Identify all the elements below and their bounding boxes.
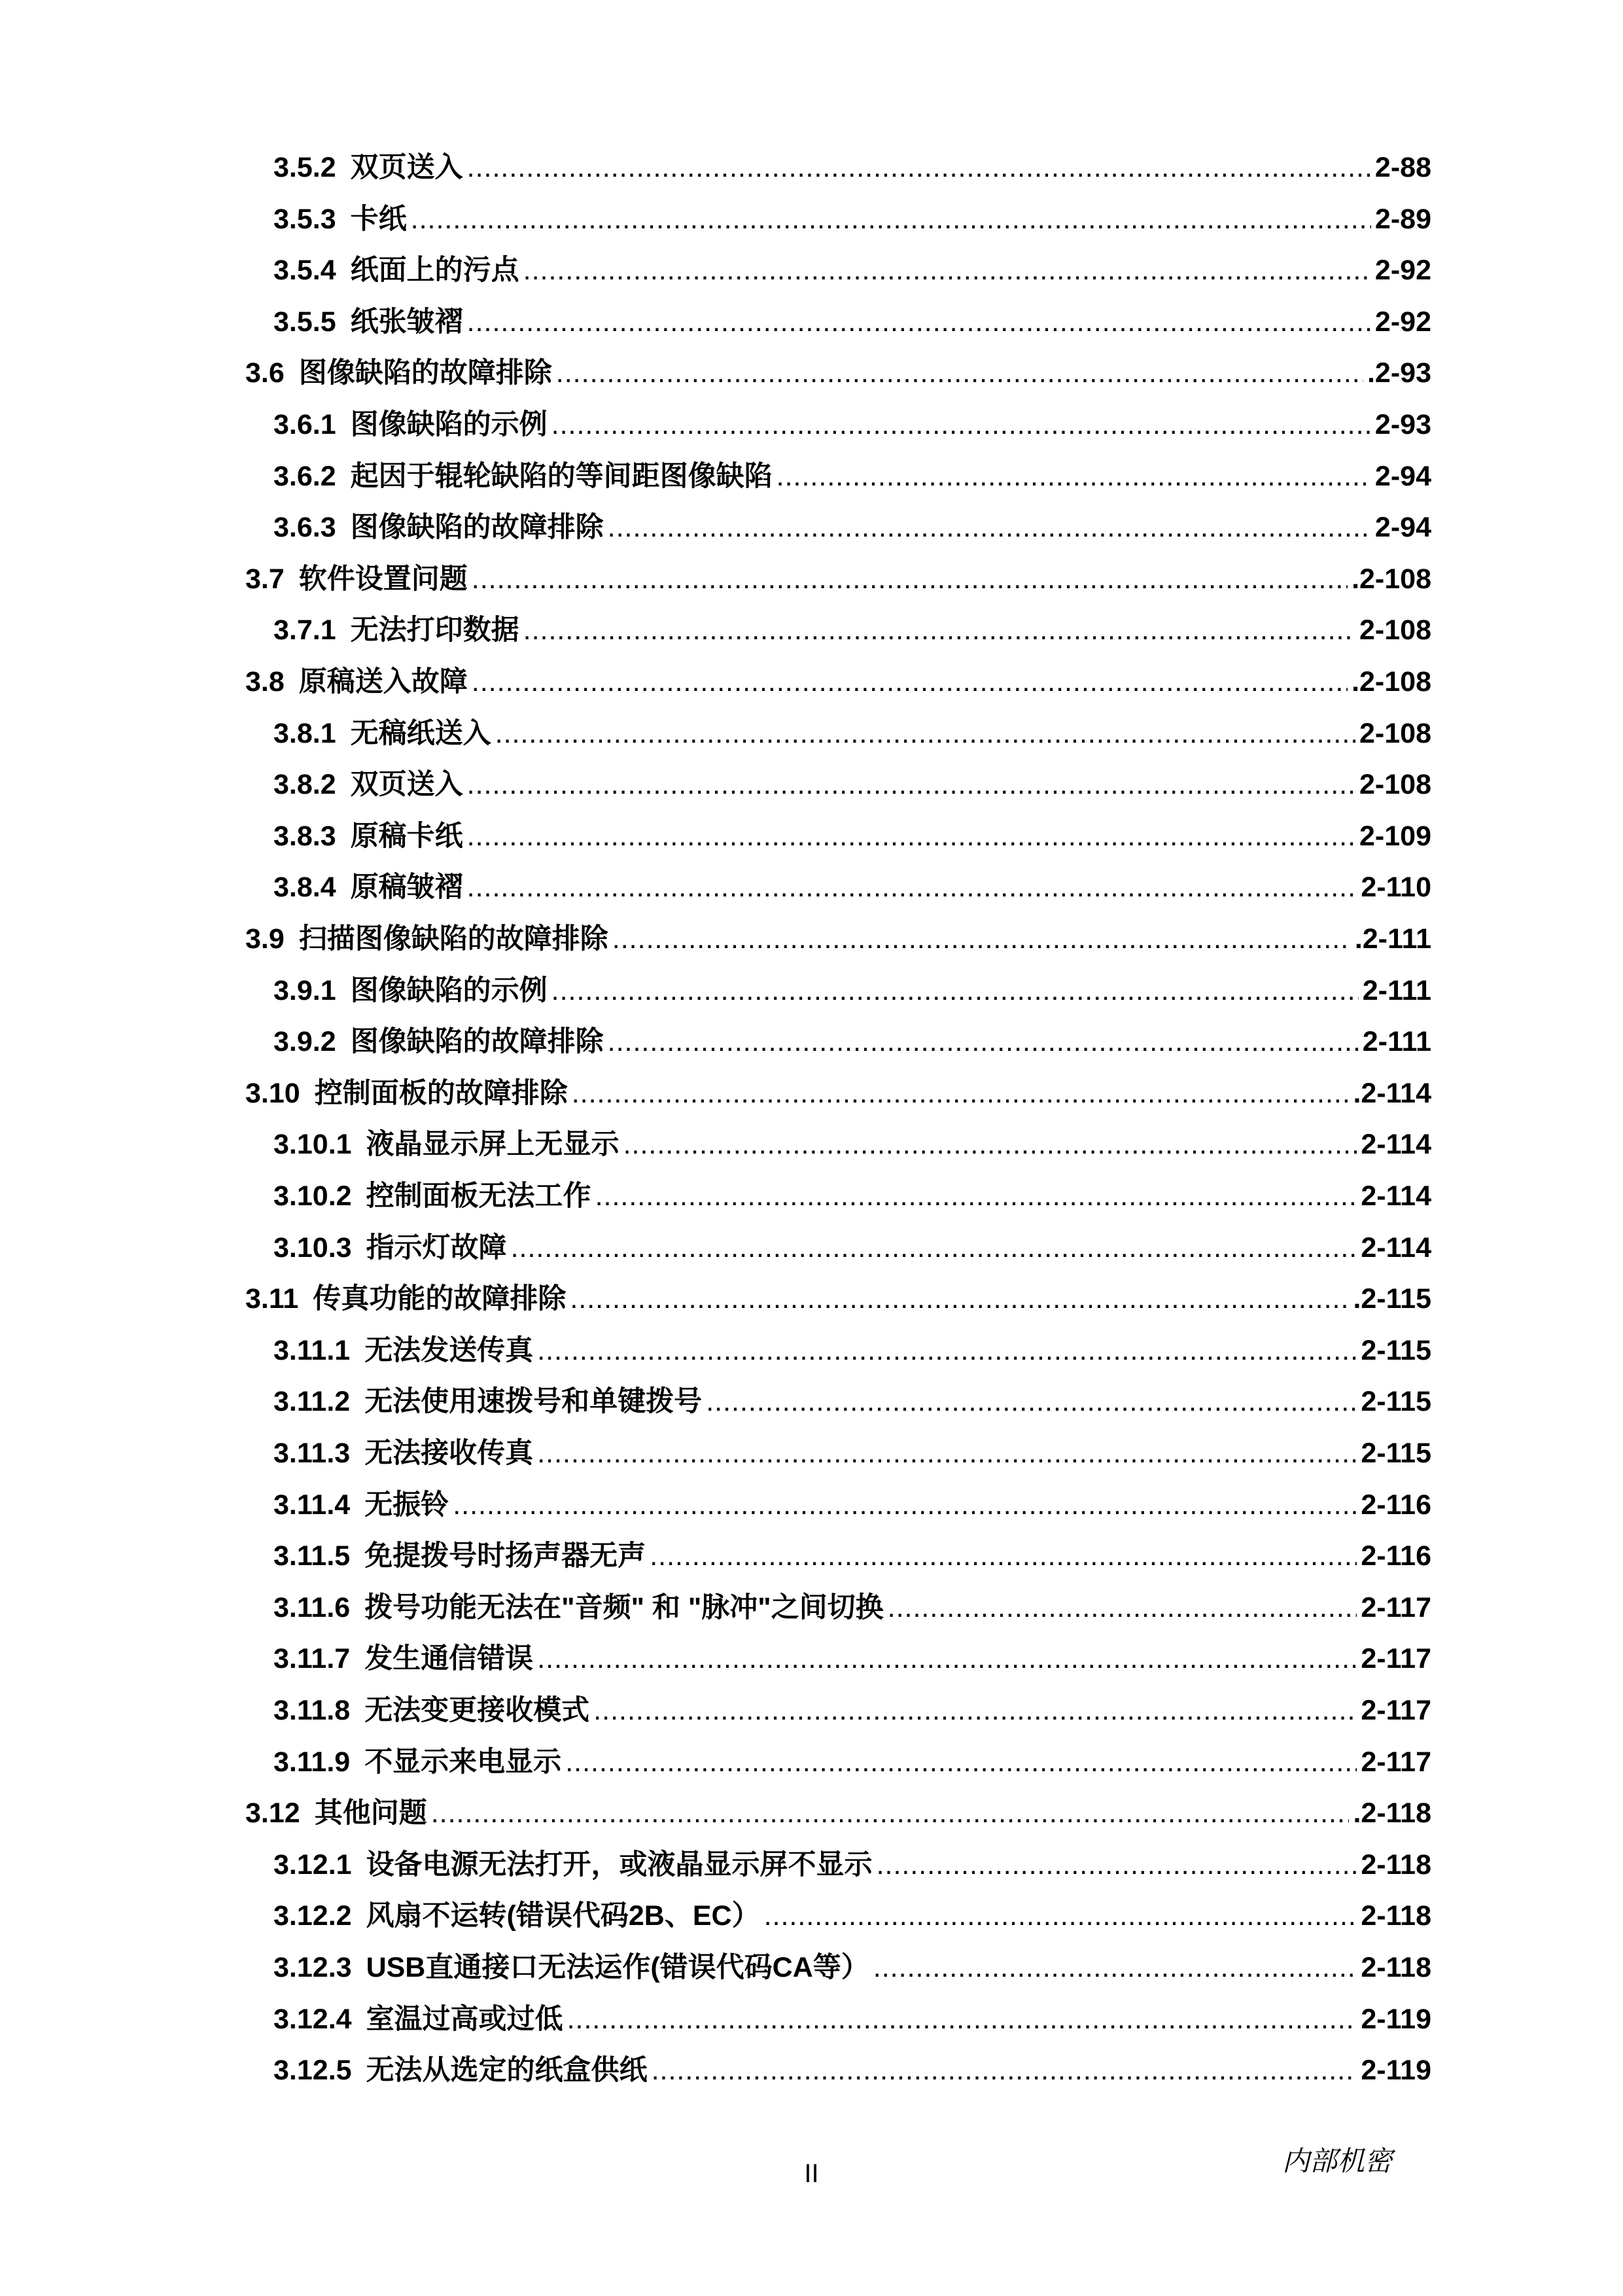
toc-entry-page: 2-117	[1361, 1695, 1431, 1726]
toc-entry[interactable]	[273, 2000, 1431, 2039]
toc-dot-leader	[595, 1176, 1357, 1216]
toc-entry-number: 3.6.2	[273, 461, 336, 492]
toc-entry-page: .2-93	[1367, 357, 1431, 389]
toc-entry-page: 2-93	[1374, 409, 1431, 440]
toc-entry-page: 2-119	[1361, 2055, 1431, 2086]
toc-dot-leader	[572, 1074, 1350, 1113]
toc-dot-leader	[652, 2051, 1357, 2090]
toc-entry-title	[273, 1588, 884, 1627]
toc-entry-page: 2-92	[1374, 306, 1431, 338]
page-number: II	[804, 2159, 819, 2188]
toc-entry-number: 3.11.5	[273, 1540, 351, 1572]
toc-entry-title	[273, 1845, 873, 1884]
toc-entry[interactable]	[245, 1793, 1431, 1833]
toc-entry[interactable]	[273, 1536, 1431, 1576]
toc-entry-text: 双页送入	[350, 769, 463, 800]
toc-entry-page: 2-115	[1361, 1386, 1431, 1417]
toc-entry-number: 3.12.3	[273, 1952, 352, 1983]
toc-dot-leader	[511, 1228, 1357, 1267]
toc-entry-number: 3.11.8	[273, 1695, 351, 1726]
toc-entry-number: 3.11.2	[273, 1386, 351, 1417]
toc-entry[interactable]	[273, 765, 1431, 804]
toc-entry-text: 免提拨号时扬声器无声	[364, 1540, 646, 1572]
toc-entry[interactable]	[273, 1434, 1431, 1473]
toc-entry-text: 原稿送入故障	[298, 666, 468, 698]
toc-dot-leader	[777, 457, 1371, 496]
toc-entry-text: 原稿卡纸	[350, 821, 463, 852]
toc-dot-leader	[467, 817, 1355, 856]
toc-dot-leader	[467, 302, 1371, 342]
toc-entry-page: .2-114	[1353, 1078, 1431, 1109]
toc-entry-title	[273, 1022, 604, 1061]
toc-entry[interactable]	[273, 1485, 1431, 1525]
toc-entry-number: 3.11	[245, 1283, 299, 1315]
toc-entry-number: 3.5.3	[273, 203, 336, 235]
toc-entry-text: 无法变更接收模式	[364, 1695, 590, 1726]
toc-entry-number: 3.9.2	[273, 1026, 336, 1057]
toc-entry-title	[273, 1485, 449, 1525]
toc-entry-number: 3.11.1	[273, 1335, 351, 1366]
toc-entry-text: 无法接收传真	[364, 1438, 534, 1469]
toc-entry-page: 2-108	[1359, 614, 1431, 646]
toc-entry-number: 3.10.1	[273, 1129, 352, 1160]
toc-entry-page: 2-115	[1361, 1438, 1431, 1469]
toc-entry-title	[273, 251, 519, 290]
toc-entry-page: .2-111	[1354, 923, 1431, 955]
toc-dot-leader	[593, 1691, 1357, 1730]
toc-entry-text: 纸面上的污点	[350, 255, 519, 286]
toc-entry[interactable]	[273, 610, 1431, 650]
toc-entry-text: 控制面板的故障排除	[314, 1078, 568, 1109]
toc-entry-title	[273, 868, 463, 907]
toc-entry-title	[273, 1228, 507, 1267]
toc-entry-text: 无稿纸送入	[350, 718, 491, 749]
toc-entry-text: 指示灯故障	[366, 1232, 507, 1263]
toc-dot-leader	[623, 1125, 1357, 1164]
toc-entry-text: 室温过高或过低	[366, 2004, 563, 2035]
toc-entry-page: 2-92	[1374, 255, 1431, 286]
toc-entry-number: 3.11.3	[273, 1438, 351, 1469]
toc-entry[interactable]	[245, 1074, 1431, 1113]
toc-entry-number: 3.5.4	[273, 255, 336, 286]
toc-dot-leader	[608, 508, 1371, 547]
toc-entry-title	[245, 559, 468, 599]
toc-entry-text: 无法从选定的纸盒供纸	[366, 2055, 648, 2086]
toc-entry-title	[273, 2051, 648, 2090]
toc-entry-title	[273, 200, 407, 239]
toc-entry-text: USB直通接口无法运作(错误代码CA等）	[366, 1952, 869, 1983]
toc-entry[interactable]	[273, 457, 1431, 496]
toc-entry[interactable]	[273, 817, 1431, 856]
toc-entry-number: 3.5.2	[273, 152, 336, 183]
toc-entry-title	[245, 1279, 566, 1318]
toc-entry-title	[273, 148, 463, 187]
toc-entry[interactable]	[273, 1125, 1431, 1164]
toc-entry-number: 3.11.6	[273, 1592, 351, 1623]
toc-entry-page: .2-108	[1352, 666, 1431, 698]
toc-entry-page: 2-119	[1361, 2004, 1431, 2035]
toc-entry-text: 传真功能的故障排除	[313, 1283, 567, 1315]
toc-dot-leader	[523, 610, 1355, 650]
toc-entry-text: 纸张皱褶	[350, 306, 463, 338]
toc-dot-leader	[467, 765, 1355, 804]
toc-entry-page: 2-94	[1374, 512, 1431, 543]
toc-entry-number: 3.7	[245, 563, 285, 595]
toc-entry-page: .2-115	[1353, 1283, 1431, 1315]
toc-entry[interactable]	[245, 662, 1431, 701]
toc-entry-title	[245, 662, 468, 701]
toc-entry-number: 3.6.3	[273, 512, 336, 543]
toc-entry-page: 2-118	[1361, 1849, 1431, 1881]
toc-entry-page: 2-89	[1374, 203, 1431, 235]
toc-entry-number: 3.12.5	[273, 2055, 352, 2086]
toc-entry-page: 2-108	[1359, 718, 1431, 749]
toc-entry-title	[273, 610, 519, 650]
toc-dot-leader	[888, 1588, 1357, 1627]
toc-entry-number: 3.12	[245, 1797, 300, 1829]
toc-entry[interactable]	[273, 1176, 1431, 1216]
toc-entry[interactable]	[245, 353, 1431, 393]
toc-entry-title	[273, 1948, 869, 1987]
toc-entry[interactable]	[273, 971, 1431, 1010]
toc-entry-number: 3.8	[245, 666, 285, 698]
toc-entry-page: 2-111	[1362, 975, 1431, 1006]
toc-entry-page: 2-108	[1359, 769, 1431, 800]
toc-dot-leader	[537, 1434, 1357, 1473]
toc-entry-page: .2-108	[1352, 563, 1431, 595]
toc-dot-leader	[467, 868, 1357, 907]
toc-entry-text: 图像缺陷的示例	[350, 975, 548, 1006]
toc-dot-leader	[764, 1896, 1357, 1935]
toc-entry-text: 图像缺陷的故障排除	[298, 357, 552, 389]
toc-entry-title	[273, 1536, 646, 1576]
toc-entry-title	[273, 1125, 620, 1164]
toc-entry[interactable]	[273, 714, 1431, 753]
toc-entry-title	[273, 971, 548, 1010]
toc-entry-page: 2-118	[1361, 1952, 1431, 1983]
toc-entry-page: 2-116	[1361, 1540, 1431, 1572]
toc-entry-title	[245, 353, 552, 393]
toc-entry-title	[273, 1176, 591, 1216]
toc-entry-text: 无法发送传真	[364, 1335, 534, 1366]
toc-entry-number: 3.12.1	[273, 1849, 352, 1881]
toc-entry-number: 3.9	[245, 923, 285, 955]
toc-entry-title	[273, 405, 548, 444]
toc-entry-page: 2-110	[1361, 872, 1431, 903]
toc-entry-title	[273, 765, 463, 804]
toc-dot-leader	[877, 1845, 1357, 1884]
toc-entry[interactable]	[273, 200, 1431, 239]
toc-entry[interactable]	[245, 559, 1431, 599]
toc-entry[interactable]	[273, 1331, 1431, 1370]
toc-entry-title	[245, 1074, 568, 1113]
toc-entry-number: 3.11.4	[273, 1489, 351, 1521]
toc-dot-leader	[565, 1742, 1357, 1782]
toc-dot-leader	[523, 251, 1371, 290]
toc-entry-title	[273, 1434, 533, 1473]
confidential-mark: 内部机密	[1282, 2147, 1393, 2177]
toc-entry[interactable]	[273, 2051, 1431, 2090]
toc-dot-leader	[472, 559, 1348, 599]
toc-entry-title	[273, 817, 463, 856]
toc-dot-leader	[472, 662, 1348, 701]
toc-entry-text: 风扇不运转(错误代码2B、EC）	[366, 1900, 760, 1932]
toc-entry[interactable]	[273, 508, 1431, 547]
toc-entry[interactable]	[273, 1022, 1431, 1061]
toc-dot-leader	[650, 1536, 1357, 1576]
toc-entry-page: 2-94	[1374, 461, 1431, 492]
toc-dot-leader	[537, 1639, 1357, 1678]
toc-entry-number: 3.10.2	[273, 1180, 352, 1212]
toc-entry-title	[273, 508, 604, 547]
toc-dot-leader	[551, 971, 1359, 1010]
toc-entry-title	[273, 2000, 563, 2039]
toc-dot-leader	[873, 1948, 1357, 1987]
toc-dot-leader	[706, 1382, 1357, 1421]
toc-entry[interactable]	[273, 1845, 1431, 1884]
toc-dot-leader	[567, 2000, 1357, 2039]
toc-entry[interactable]	[245, 1279, 1431, 1318]
toc-entry-text: 图像缺陷的故障排除	[350, 1026, 604, 1057]
toc-entry[interactable]	[245, 919, 1431, 959]
toc-entry-text: 扫描图像缺陷的故障排除	[298, 923, 608, 955]
toc-entry-page: 2-117	[1361, 1592, 1431, 1623]
toc-entry-text: 原稿皱褶	[350, 872, 463, 903]
toc-entry[interactable]	[273, 1382, 1431, 1421]
toc-entry-page: 2-111	[1362, 1026, 1431, 1057]
toc-entry-text: 设备电源无法打开，或液晶显示屏不显示	[366, 1849, 873, 1881]
toc-entry-page: 2-117	[1361, 1746, 1431, 1778]
toc-entry-title	[273, 1691, 589, 1730]
toc-entry-number: 3.8.1	[273, 718, 336, 749]
toc-entry-number: 3.10.3	[273, 1232, 352, 1263]
toc-entry-title	[273, 302, 463, 342]
toc-entry-page: 2-114	[1361, 1129, 1431, 1160]
toc-entry-title	[273, 1742, 561, 1782]
toc-entry-title	[273, 1639, 533, 1678]
toc-entry-text: 发生通信错误	[364, 1643, 534, 1674]
toc-entry-page: 2-114	[1361, 1232, 1431, 1263]
toc-entry-title	[273, 1331, 533, 1370]
toc-dot-leader	[608, 1022, 1359, 1061]
toc-entry-text: 起因于辊轮缺陷的等间距图像缺陷	[350, 461, 773, 492]
toc-dot-leader	[495, 714, 1355, 753]
toc-entry[interactable]	[273, 1742, 1431, 1782]
toc-entry-title	[245, 919, 608, 959]
toc-entry-text: 其他问题	[314, 1797, 427, 1829]
toc-entry-number: 3.12.2	[273, 1900, 352, 1932]
toc-entry-text: 软件设置问题	[298, 563, 468, 595]
toc-entry-text: 图像缺陷的故障排除	[350, 512, 604, 543]
toc-entry-page: 2-116	[1361, 1489, 1431, 1521]
toc-entry-number: 3.7.1	[273, 614, 336, 646]
toc-entry-number: 3.5.5	[273, 306, 336, 338]
toc-dot-leader	[431, 1793, 1350, 1833]
toc-entry-text: 无法打印数据	[350, 614, 519, 646]
toc-entry-number: 3.8.2	[273, 769, 336, 800]
toc-dot-leader	[453, 1485, 1357, 1525]
toc-entry[interactable]	[273, 148, 1431, 187]
toc-dot-leader	[570, 1279, 1349, 1318]
toc-entry[interactable]	[273, 1896, 1431, 1935]
toc-entry-page: 2-115	[1361, 1335, 1431, 1366]
toc-entry-page: 2-118	[1361, 1900, 1431, 1932]
toc-entry-text: 液晶显示屏上无显示	[366, 1129, 620, 1160]
toc-entry-text: 无法使用速拨号和单键拨号	[364, 1386, 703, 1417]
toc-dot-leader	[556, 353, 1363, 393]
toc-entry[interactable]	[273, 1228, 1431, 1267]
toc-entry-title	[245, 1793, 427, 1833]
toc-entry[interactable]	[273, 868, 1431, 907]
toc-entry-title	[273, 714, 491, 753]
toc-dot-leader	[467, 148, 1371, 187]
toc-entry[interactable]	[273, 1639, 1431, 1678]
toc-entry-text: 不显示来电显示	[364, 1746, 562, 1778]
toc-entry-number: 3.6.1	[273, 409, 336, 440]
toc-dot-leader	[612, 919, 1351, 959]
toc-entry-title	[273, 1896, 760, 1935]
toc-entry-number: 3.11.7	[273, 1643, 351, 1674]
toc-entry-text: 双页送入	[350, 152, 463, 183]
toc-entry-number: 3.11.9	[273, 1746, 351, 1778]
toc-entry-number: 3.12.4	[273, 2004, 352, 2035]
toc-entry-text: 无振铃	[364, 1489, 449, 1521]
toc-entry-number: 3.8.3	[273, 821, 336, 852]
toc-dot-leader	[551, 405, 1371, 444]
toc-entry-page: 2-88	[1374, 152, 1431, 183]
toc-entry-number: 3.6	[245, 357, 285, 389]
toc-dot-leader	[411, 200, 1371, 239]
toc-entry-page: .2-118	[1353, 1797, 1431, 1829]
toc-entry-text: 拨号功能无法在"音频" 和 "脉冲"之间切换	[364, 1592, 884, 1623]
toc-entry-page: 2-109	[1359, 821, 1431, 852]
toc-entry[interactable]	[273, 251, 1431, 290]
toc-dot-leader	[537, 1331, 1357, 1370]
toc-entry-number: 3.9.1	[273, 975, 336, 1006]
toc-entry-title	[273, 1382, 702, 1421]
toc-entry[interactable]	[273, 1948, 1431, 1987]
toc-entry[interactable]	[273, 405, 1431, 444]
toc-entry-number: 3.8.4	[273, 872, 336, 903]
toc-entry-page: 2-114	[1361, 1180, 1431, 1212]
toc-entry-title	[273, 457, 773, 496]
toc-entry[interactable]	[273, 1691, 1431, 1730]
toc-entry-text: 卡纸	[350, 203, 407, 235]
toc-entry-page: 2-117	[1361, 1643, 1431, 1674]
toc-entry-text: 控制面板无法工作	[366, 1180, 591, 1212]
toc-entry[interactable]	[273, 302, 1431, 342]
toc-entry-number: 3.10	[245, 1078, 300, 1109]
toc-entry[interactable]	[273, 1588, 1431, 1627]
toc-entry-text: 图像缺陷的示例	[350, 409, 548, 440]
